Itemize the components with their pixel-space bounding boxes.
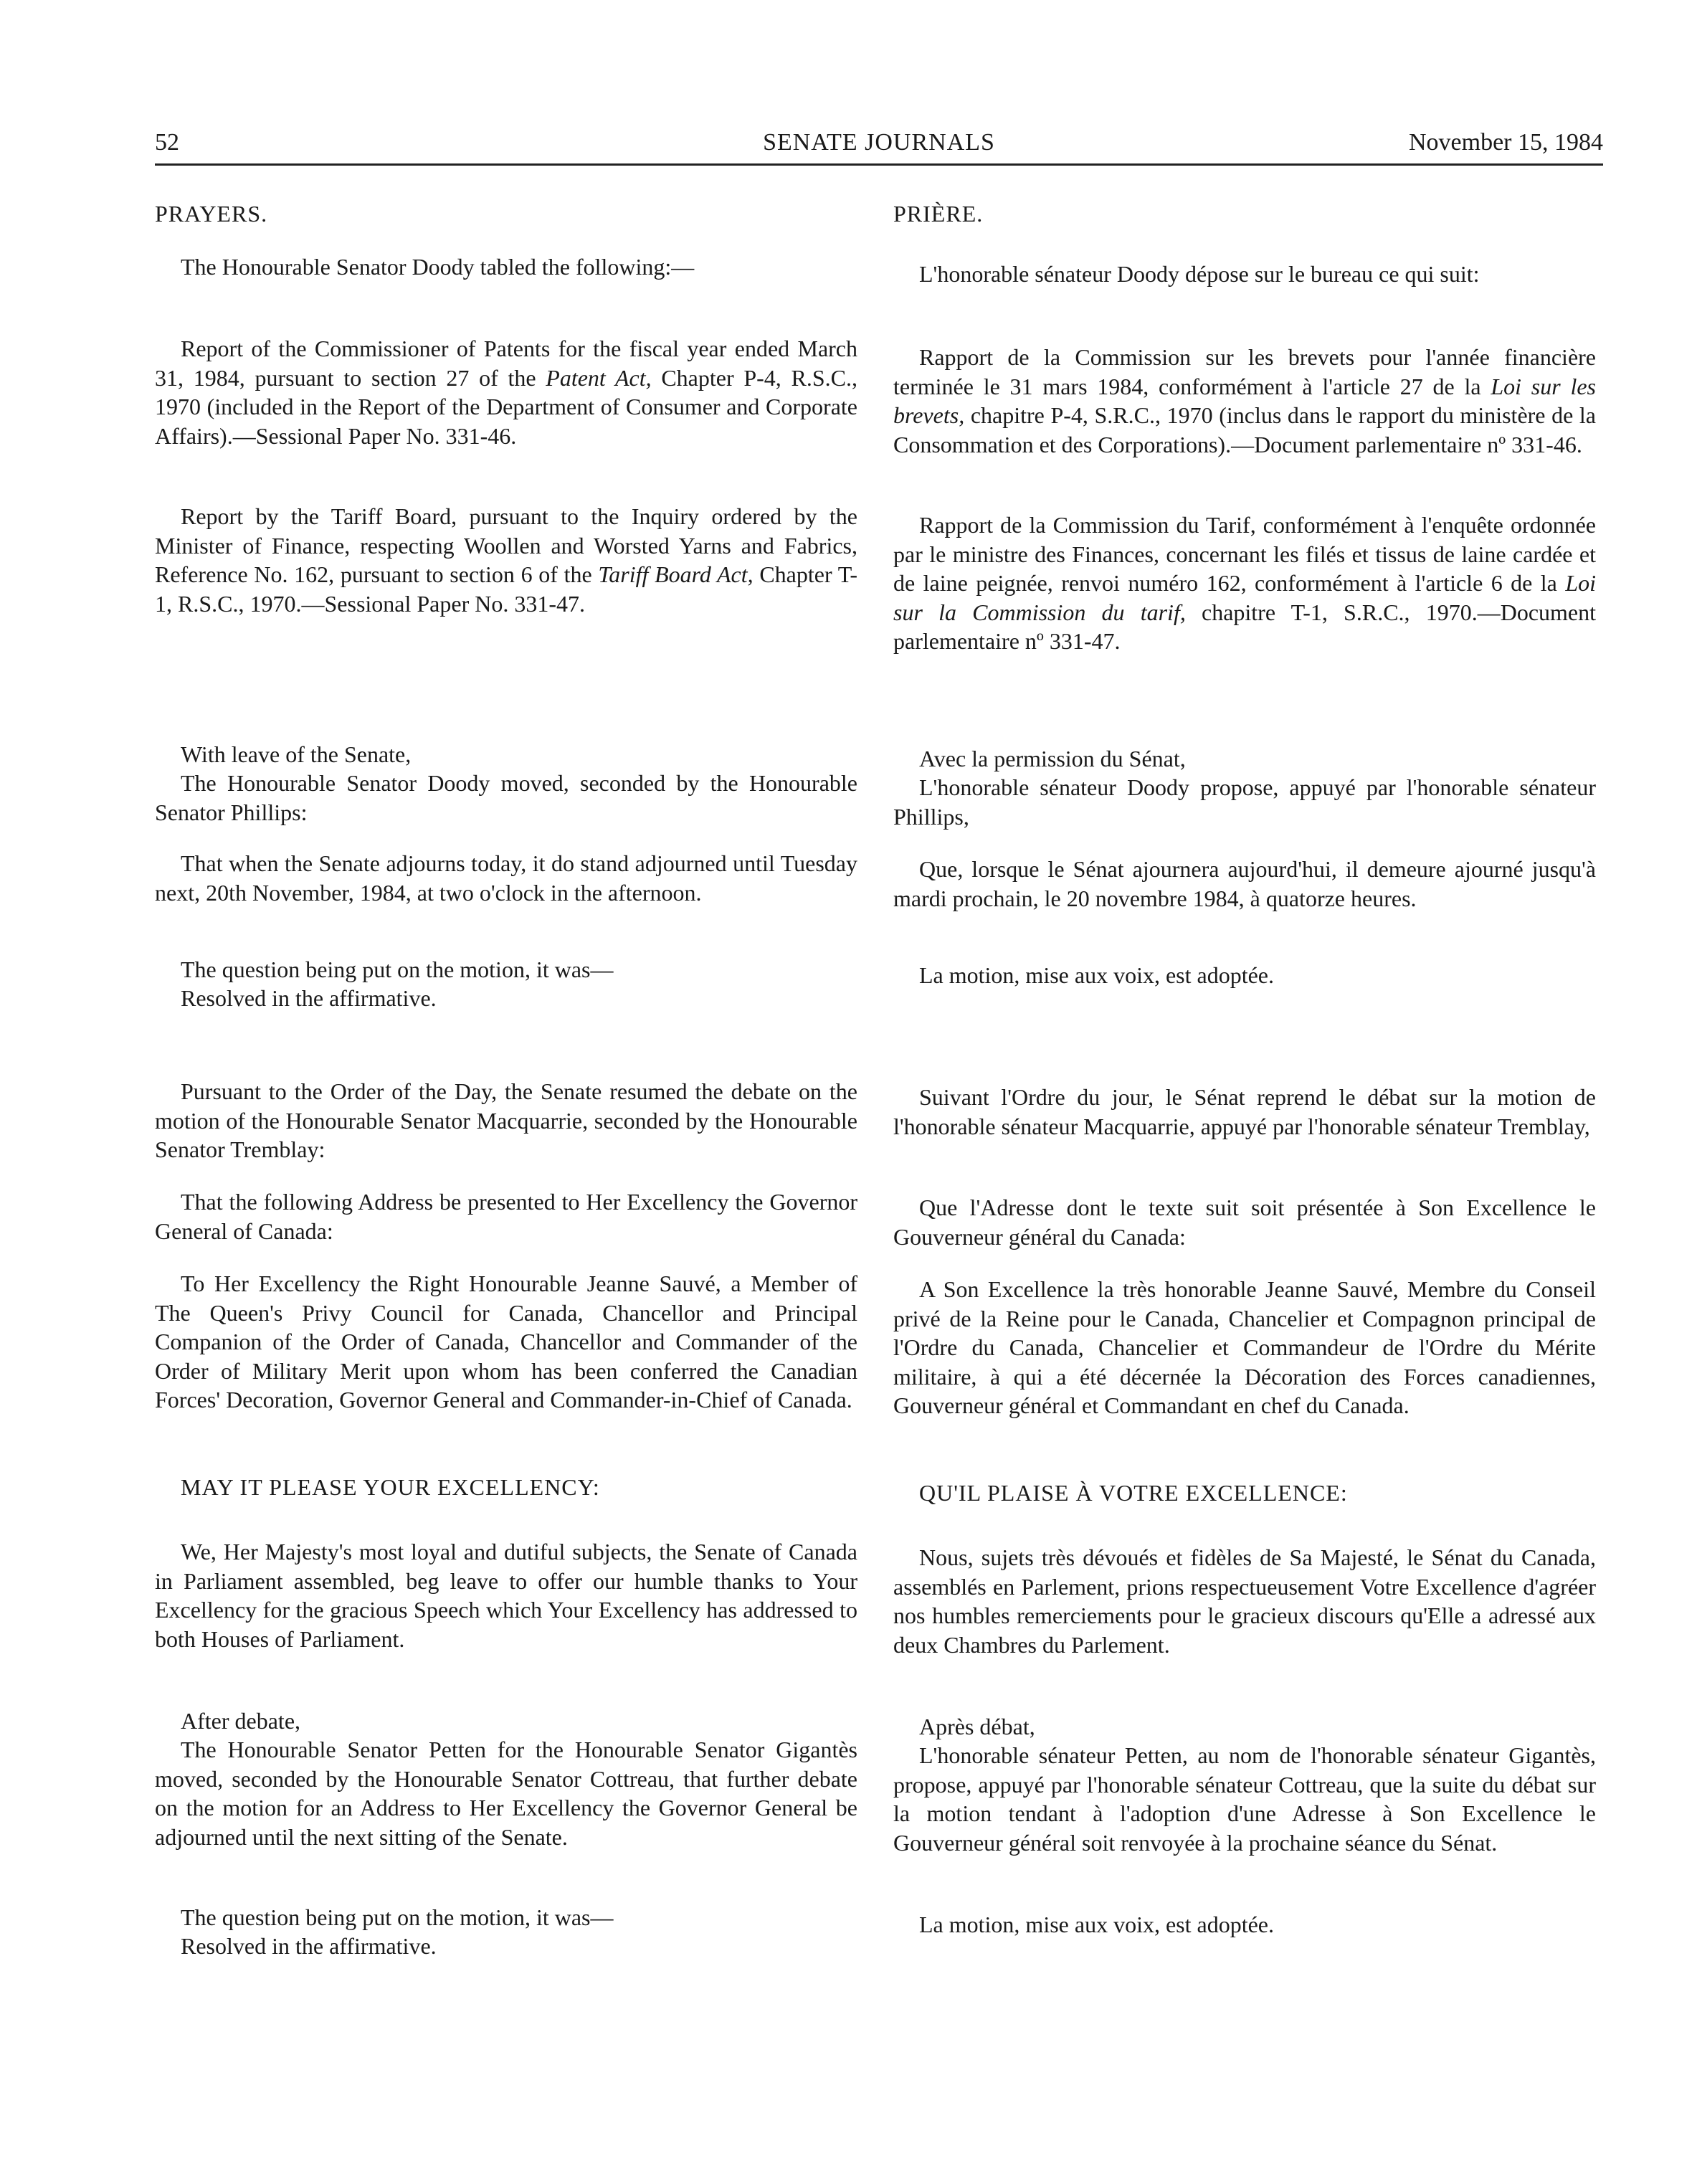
- resolved-line-1: Resolved in the affirmative.: [181, 985, 437, 1011]
- tabled-paragraph: The Honourable Senator Doody tabled the following:—: [181, 254, 695, 280]
- report-tariff: Report by the Tariff Board, pursuant to the Inquiry ordered by the Minister of Finance, respecting Woollen and Worsted Yarns and Fabrics, Reference No. 162, pursuant to section 6 of the Tariff Board Act, Chapter T-1, R.S.C., 1970.—Sessional Paper No. 331-47.: [155, 503, 858, 617]
- adresse-paragraph: Que l'Adresse dont le texte suit soit présentée à Son Excellence le Gouverneur général du Canada:: [893, 1195, 1596, 1250]
- report-patents: Report of the Commissioner of Patents for the fiscal year ended March 31, 1984, pursuant to section 27 of the Patent Act, Chapter P-4, R.S.C., 1970 (included in the Report of the Department of Consumer and Corporate Affairs).—Sessional Paper No. 331-46.: [155, 336, 858, 449]
- ajournement-motion: Que, lorsque le Sénat ajournera aujourd'hui, il demeure ajourné jusqu'à mardi prochain, le 20 novembre 1984, à quatorze heures.: [893, 856, 1596, 911]
- motion-adoptee-2: La motion, mise aux voix, est adoptée.: [919, 1912, 1274, 1937]
- suivant-paragraph: Suivant l'Ordre du jour, le Sénat reprend le débat sur la motion de l'honorable sénateur Macquarrie, appuyé par l'honorable sénateur Tremblay,: [893, 1084, 1596, 1139]
- question-line-1: The question being put on the motion, it was—: [181, 956, 614, 982]
- adjourn-motion: That when the Senate adjourns today, it do stand adjourned until Tuesday next, 20th November, 1984, at two o'clock in the afternoon.: [155, 850, 857, 906]
- leave-line: With leave of the Senate,: [181, 741, 412, 767]
- may-it-please-heading: MAY IT PLEASE YOUR EXCELLENCY:: [181, 1474, 600, 1500]
- remerciements-paragraph: Nous, sujets très dévoués et fidèles de Sa Majesté, le Sénat du Canada, assemblés en Parlement, prions respectueusement Votre Excellence d'agréer nos humbles remerciements pour le gracieux discours qu'Elle a adressé aux deux Chambres du Parlement.: [893, 1544, 1596, 1658]
- rapport-tarif: Rapport de la Commission du Tarif, conformément à l'enquête ordonnée par le ministre des Finances, concernant les filés et tissus de laine cardée et de laine peignée, renvoi numéro 162, conformément à l'article 6 de la Loi sur la Commission du tarif, chapitre T-1, S.R.C., 1970.—Document parlementaire nº 331-47.: [893, 512, 1596, 654]
- doody-propose: L'honorable sénateur Doody propose, appuyé par l'honorable sénateur Phillips,: [893, 774, 1596, 830]
- address-paragraph: That the following Address be presented to Her Excellency the Governor General of Canada:: [155, 1189, 857, 1244]
- to-her-excellency: To Her Excellency the Right Honourable Jeanne Sauvé, a Member of The Queen's Privy Council for Canada, Chancellor and Principal Companion of the Order of Canada, Chancellor and Commander of the Order of Military Merit upon whom has been conferred the Canadian Forces' Decoration, Governor General and Commander-in-Chief of Canada.: [155, 1271, 857, 1413]
- petten-propose: L'honorable sénateur Petten, au nom de l'honorable sénateur Gigantès, propose, appuyé par l'honorable sénateur Cottreau, que la suite du débat sur la motion tendant à l'adoption d'une Adresse à Son Excellence le Gouverneur général soit renvoyée à la prochaine séance du Sénat.: [893, 1742, 1596, 1856]
- permission-line: Avec la permission du Sénat,: [919, 746, 1186, 771]
- a-son-excellence: A Son Excellence la très honorable Jeanne Sauvé, Membre du Conseil privé de la Reine pour le Canada, Chancelier et Compagnon principal de l'Ordre du Canada, Chancelier et Commandeur de l'Ordre du Mérite militaire, à qui a été décernée la Décoration des Forces canadiennes, Gouverneur général et Commandant en chef du Canada.: [893, 1276, 1596, 1418]
- motion-adoptee-1: La motion, mise aux voix, est adoptée.: [919, 962, 1274, 988]
- petten-motion: The Honourable Senator Petten for the Honourable Senator Gigantès moved, seconded by the Honourable Senator Cottreau, that further debate on the motion for an Address to Her Excellency the Governor General be adjourned until the next sitting of the Senate.: [155, 1737, 857, 1850]
- after-debate: After debate,: [181, 1708, 301, 1734]
- depose-paragraph: L'honorable sénateur Doody dépose sur le bureau ce qui suit:: [919, 261, 1480, 287]
- priere-heading: PRIÈRE.: [893, 201, 984, 227]
- rapport-brevets: Rapport de la Commission sur les brevets pour l'année financière terminée le 31 mars 1984, conformément à l'article 27 de la Loi sur les brevets, chapitre P-4, S.R.C., 1970 (inclus dans le rapport du ministère de la Consommation et des Corporations).—Document parlementaire nº 331-46.: [893, 344, 1597, 457]
- humble-thanks-paragraph: We, Her Majesty's most loyal and dutiful subjects, the Senate of Canada in Parliament assembled, beg leave to offer our humble thanks to Your Excellency for the gracious Speech which Your Excellency has addressed to both Houses of Parliament.: [155, 1539, 857, 1652]
- page-number: 52: [155, 129, 179, 156]
- journal-date: November 15, 1984: [1408, 129, 1603, 156]
- question-line-2: The question being put on the motion, it was—: [181, 1904, 614, 1930]
- apres-debat: Après débat,: [919, 1714, 1035, 1739]
- pursuant-paragraph: Pursuant to the Order of the Day, the Senate resumed the debate on the motion of the Honourable Senator Macquarrie, seconded by the Honourable Senator Tremblay:: [155, 1078, 857, 1162]
- quil-plaise-heading: QU'IL PLAISE À VOTRE EXCELLENCE:: [919, 1480, 1348, 1506]
- doody-moved: The Honourable Senator Doody moved, seconded by the Honourable Senator Phillips:: [155, 770, 857, 825]
- journal-title: SENATE JOURNALS: [763, 129, 995, 156]
- resolved-line-2: Resolved in the affirmative.: [181, 1933, 437, 1959]
- prayers-heading: PRAYERS.: [155, 201, 268, 227]
- page-header: [155, 123, 1603, 166]
